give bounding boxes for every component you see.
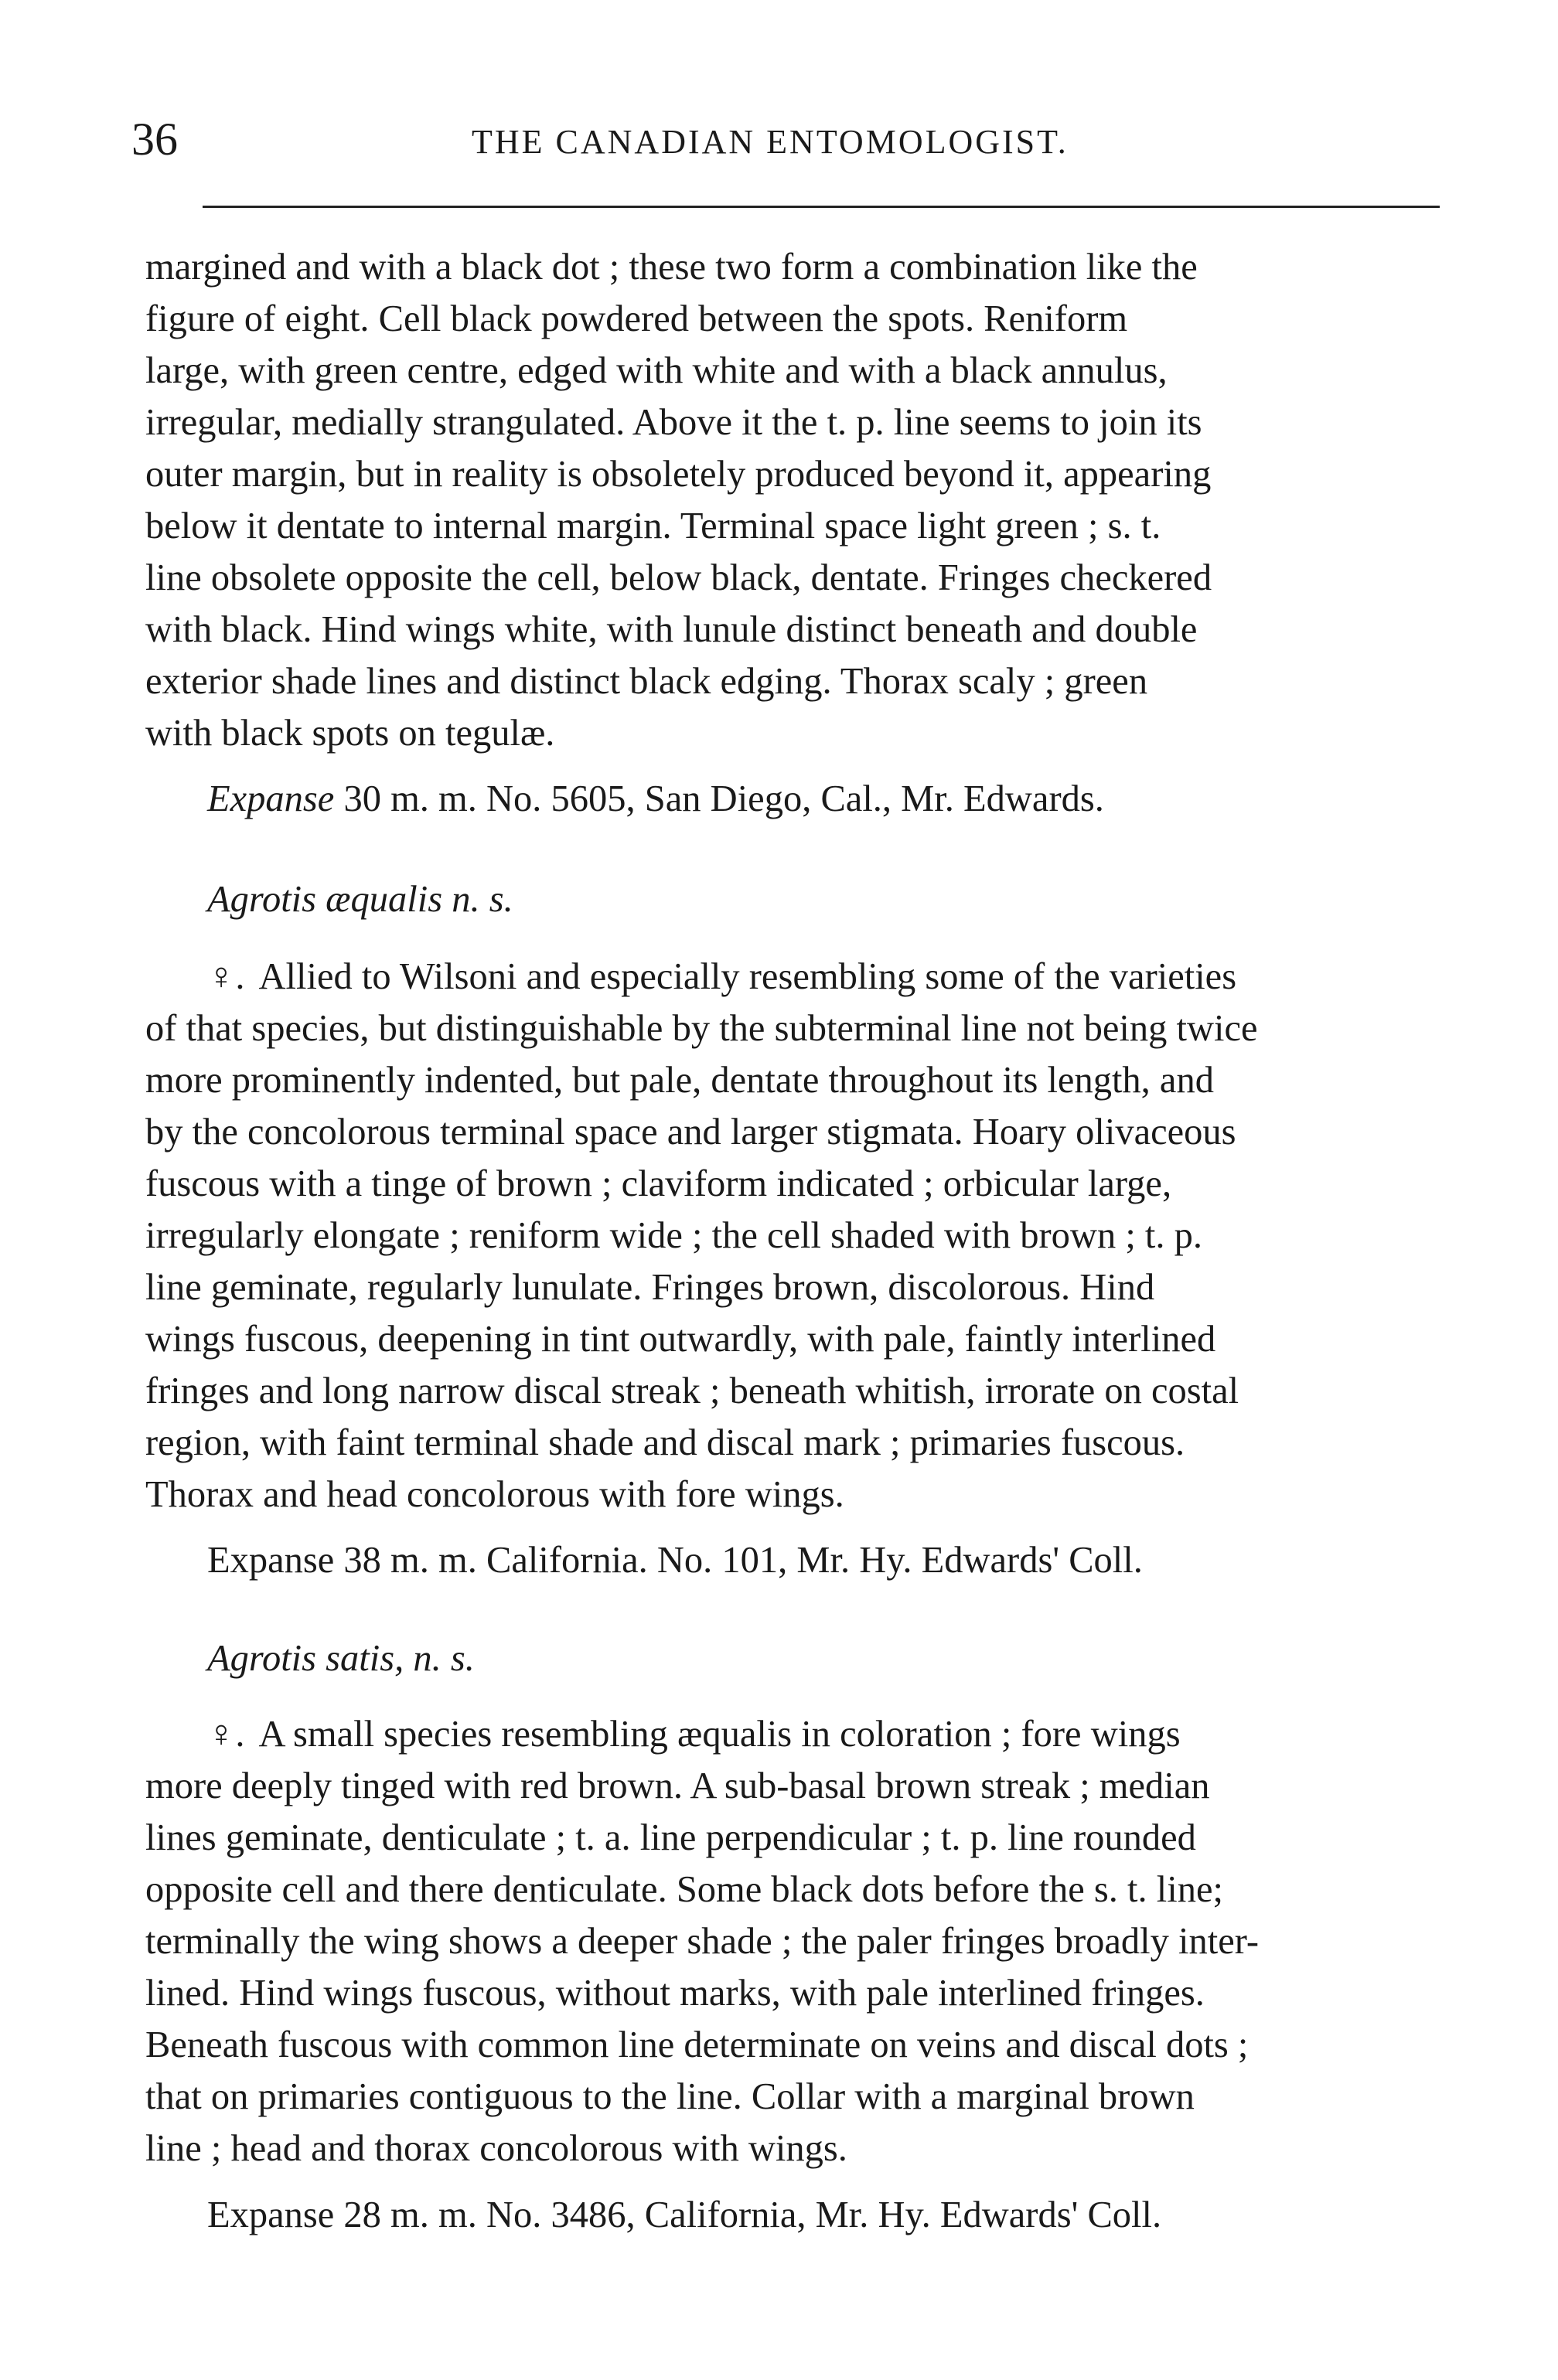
text-line: exterior shade lines and distinct black edging. Thorax scaly ; green <box>145 661 1148 702</box>
text-line: fringes and long narrow discal streak ; beneath whitish, irrorate on costal <box>145 1370 1239 1411</box>
text-line: with black spots on tegulæ. <box>145 713 555 754</box>
continuation-paragraph <box>145 241 1452 759</box>
text-line: below it dentate to internal margin. Terminal space light green ; s. t. <box>145 506 1161 546</box>
text-line: with black. Hind wings white, with lunule distinct beneath and double <box>145 609 1198 650</box>
female-symbol: ♀. <box>207 956 245 997</box>
text-line: line ; head and thorax concolorous with wings. <box>145 2128 847 2169</box>
text-line: of that species, but distinguishable by the subterminal line not being twice <box>145 1008 1258 1049</box>
text-line: more prominently indented, but pale, dentate throughout its length, and <box>145 1060 1214 1101</box>
text-line: lines geminate, denticulate ; t. a. line perpendicular ; t. p. line rounded <box>145 1817 1196 1858</box>
female-symbol: ♀. <box>207 1714 245 1755</box>
text-line: ♀. Allied to Wilsoni and especially resembling some of the varieties <box>207 956 1237 997</box>
running-title: THE CANADIAN ENTOMOLOGIST. <box>472 123 1069 161</box>
species-heading: Agrotis satis, n. s. <box>207 1638 475 1679</box>
page-header <box>131 112 1446 166</box>
text-line: wings fuscous, deepening in tint outwardly, with pale, faintly interlined <box>145 1319 1216 1360</box>
text-line: opposite cell and there denticulate. Some black dots before the s. t. line; <box>145 1869 1223 1910</box>
text-line: figure of eight. Cell black powdered between the spots. Reniform <box>145 298 1128 339</box>
header-rule <box>203 206 1440 208</box>
text-line: that on primaries contiguous to the line. Collar with a marginal brown <box>145 2076 1195 2117</box>
text-line: by the concolorous terminal space and larger stigmata. Hoary olivaceous <box>145 1112 1236 1153</box>
text-line: large, with green centre, edged with white and with a black annulus, <box>145 350 1168 391</box>
text-line: more deeply tinged with red brown. A sub-basal brown streak ; median <box>145 1765 1210 1806</box>
text-line: lined. Hind wings fuscous, without marks, with pale interlined fringes. <box>145 1973 1205 2014</box>
text-line: Beneath fuscous with common line determinate on veins and discal dots ; <box>145 2024 1249 2065</box>
text-line: fuscous with a tinge of brown ; claviform indicated ; orbicular large, <box>145 1163 1172 1204</box>
species-description <box>145 951 1452 1520</box>
text-line: outer margin, but in reality is obsoletely produced beyond it, appearing <box>145 454 1212 495</box>
expanse-line <box>207 773 1514 825</box>
species-description <box>145 1708 1452 2174</box>
text-line: Thorax and head concolorous with fore wings. <box>145 1474 844 1515</box>
expanse-line: Expanse 38 m. m. California. No. 101, Mr. Hy. Edwards' Coll. <box>207 1540 1143 1581</box>
expanse-details: 30 m. m. No. 5605, San Diego, Cal., Mr. Edwards. <box>334 778 1104 819</box>
text-line: margined and with a black dot ; these two form a combination like the <box>145 247 1198 288</box>
expanse-label: Expanse <box>207 778 335 819</box>
text-line: irregularly elongate ; reniform wide ; the cell shaded with brown ; t. p. <box>145 1215 1203 1256</box>
text-line: line geminate, regularly lunulate. Fringes brown, discolorous. Hind <box>145 1267 1155 1308</box>
text-line: terminally the wing shows a deeper shade ; the paler fringes broadly inter- <box>145 1921 1260 1962</box>
text-line: line obsolete opposite the cell, below black, dentate. Fringes checkered <box>145 557 1212 598</box>
text-line: ♀. A small species resembling æqualis in coloration ; fore wings <box>207 1714 1181 1755</box>
text-line: region, with faint terminal shade and discal mark ; primaries fuscous. <box>145 1422 1185 1463</box>
expanse-line: Expanse 28 m. m. No. 3486, California, Mr. Hy. Edwards' Coll. <box>207 2194 1162 2235</box>
page-number: 36 <box>131 114 178 165</box>
species-heading: Agrotis æqualis n. s. <box>207 879 513 920</box>
text-line: irregular, medially strangulated. Above it the t. p. line seems to join its <box>145 402 1202 443</box>
